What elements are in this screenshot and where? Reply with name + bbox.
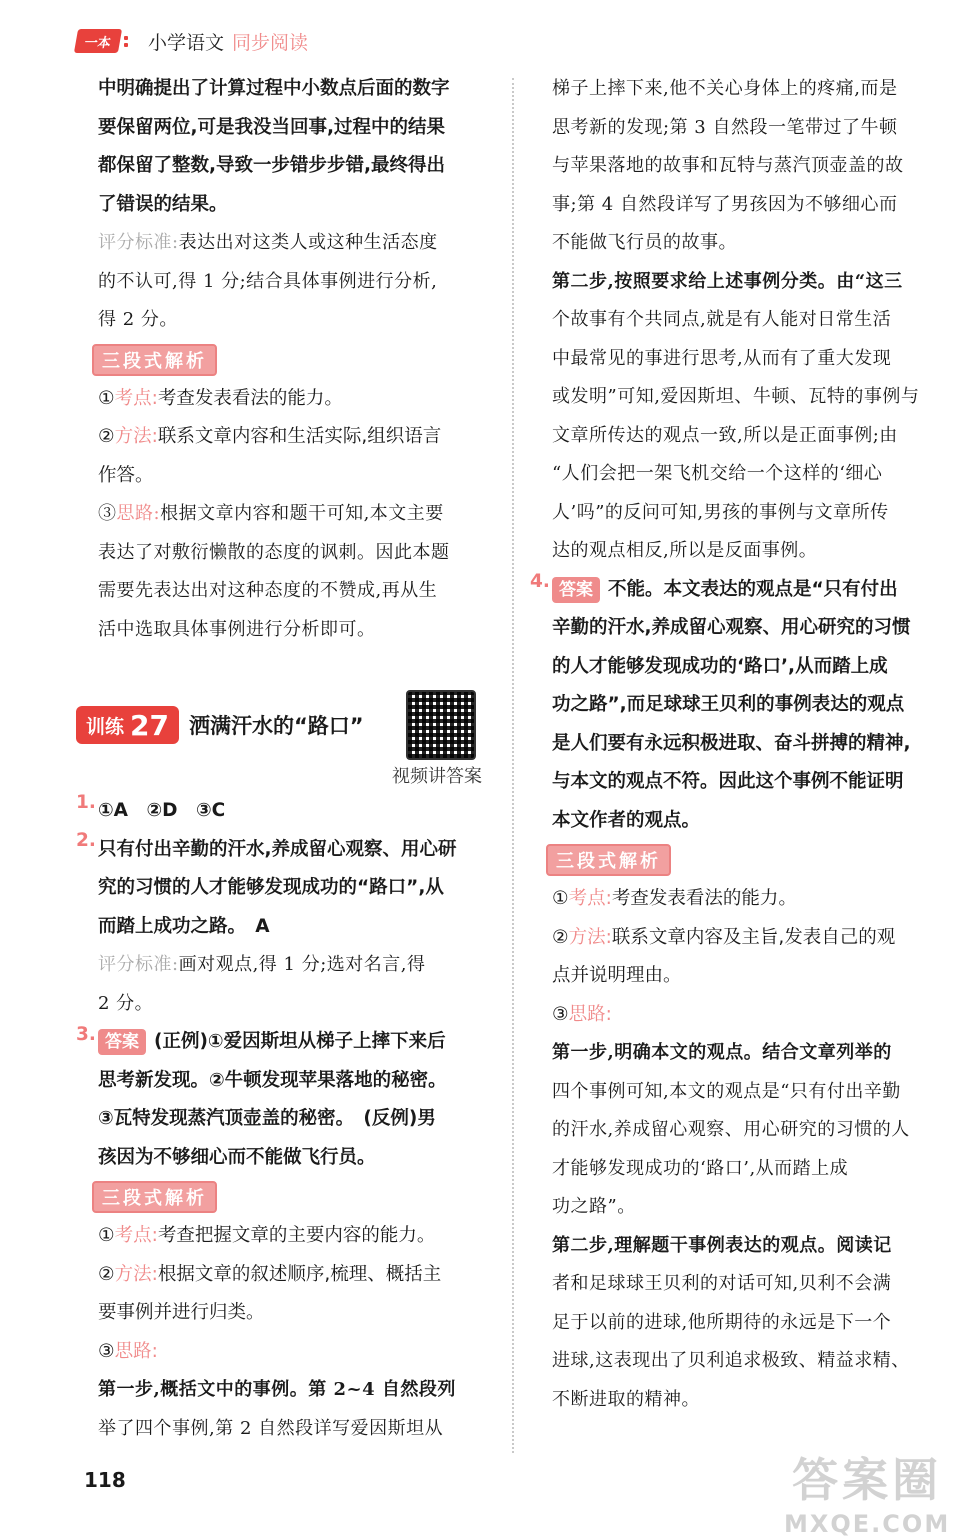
q4-line: 功之路”,而足球球王贝利的事例表达的观点 bbox=[552, 694, 905, 715]
header-title: 小学语文 bbox=[148, 31, 225, 54]
circle-num: ① bbox=[552, 888, 569, 909]
q4-line bbox=[552, 571, 948, 610]
step-line: 四个事例可知,本文的观点是“只有付出辛勤 bbox=[552, 1080, 901, 1102]
q4-line: 的人才能够发现成功的‘路口’,从而踏上成 bbox=[552, 655, 888, 677]
q3-line bbox=[98, 1023, 494, 1062]
q3-first: (正例)①爱因斯坦从梯子上摔下来后 bbox=[154, 1031, 446, 1052]
training-badge bbox=[76, 706, 179, 744]
circle-num: ② bbox=[98, 1263, 115, 1285]
fangfa-text: 根据文章的叙述顺序,梳理、概括主 bbox=[157, 1263, 442, 1285]
cont-line: 与苹果落地的故事和瓦特与蒸汽顶壶盖的故 bbox=[552, 155, 904, 176]
cont-line: 梯子上摔下来,他不关心身体上的疼痛,而是 bbox=[552, 78, 898, 99]
circle-num: ② bbox=[98, 426, 115, 447]
kaodian-line bbox=[98, 380, 494, 419]
left-questions bbox=[76, 792, 494, 1448]
question-number: 2. bbox=[76, 830, 96, 851]
circle-num: ② bbox=[552, 926, 569, 948]
scoring-line bbox=[98, 224, 494, 263]
training-heading bbox=[76, 706, 364, 744]
training-number: 27 bbox=[130, 708, 169, 742]
silu-label: 思路: bbox=[114, 1340, 158, 1362]
circle-num: ③ bbox=[98, 503, 117, 524]
fangfa-label: 方法: bbox=[114, 1263, 158, 1285]
kaodian-text: 考查发表看法的能力。 bbox=[611, 888, 797, 909]
circle-num: ③ bbox=[552, 1003, 569, 1025]
analysis-heading: 三段式解析 bbox=[546, 844, 671, 876]
silu-line bbox=[98, 1333, 494, 1372]
step-line: 才能够发现成功的‘路口’,从而踏上成 bbox=[552, 1157, 849, 1179]
q4-line: 本文作者的观点。 bbox=[552, 809, 701, 831]
cont-line: “人们会把一架飞机交给一个这样的‘细心 bbox=[552, 463, 883, 484]
site-watermark bbox=[784, 1444, 950, 1538]
silu-label: 思路: bbox=[116, 503, 161, 524]
header-subtitle: 同步阅读 bbox=[232, 31, 309, 54]
column-divider bbox=[512, 78, 514, 1453]
step-line: 的汗水,养成留心观察、用心研究的习惯的人 bbox=[552, 1119, 910, 1140]
scoring-text: 表达出对这类人或这种生活态度 bbox=[178, 232, 438, 253]
step-line: 第一步,明确本文的观点。结合文章列举的 bbox=[552, 1042, 892, 1063]
fangfa-line bbox=[98, 1256, 494, 1295]
fangfa-line: 要事例并进行归类。 bbox=[98, 1302, 265, 1323]
cont-line: 不能做飞行员的故事。 bbox=[552, 232, 737, 253]
fangfa-text: 联系文章内容和生活实际,组织语言 bbox=[157, 426, 442, 447]
cont-line: 达的观点相反,所以是反面事例。 bbox=[552, 540, 818, 561]
scoring-text: 画对观点,得 1 分;选对名言,得 bbox=[178, 954, 426, 975]
fangfa-line: 点并说明理由。 bbox=[552, 965, 682, 986]
q4-first: 不能。本文表达的观点是“只有付出 bbox=[608, 578, 898, 600]
question-number: 1. bbox=[76, 792, 96, 813]
fangfa-line: 作答。 bbox=[98, 464, 154, 486]
intro-line: 都保留了整数,导致一步错步步错,最终得出 bbox=[98, 155, 446, 176]
question-number: 4. bbox=[530, 570, 550, 592]
watermark-line2: MXQE.COM bbox=[784, 1510, 951, 1538]
q3-line: 思考新发现。②牛顿发现苹果落地的秘密。 bbox=[98, 1069, 447, 1091]
answer-badge: 答案 bbox=[98, 1029, 146, 1055]
analysis-heading: 三段式解析 bbox=[92, 344, 217, 376]
scoring-line bbox=[98, 946, 494, 985]
kaodian-text: 考查把握文章的主要内容的能力。 bbox=[157, 1225, 436, 1246]
silu-label: 思路: bbox=[568, 1003, 612, 1025]
brand-logo: 一本 bbox=[74, 29, 122, 53]
intro-line: 中明确提出了计算过程中小数点后面的数字 bbox=[98, 78, 450, 99]
silu-line: 表达了对敷衍懒散的态度的讽刺。因此本题 bbox=[98, 541, 450, 563]
step-line: 进球,这表现出了贝利追求极致、精益求精、 bbox=[552, 1350, 910, 1371]
fangfa-text: 联系文章内容及主旨,发表自己的观 bbox=[611, 926, 896, 948]
kaodian-label: 考点: bbox=[114, 1225, 158, 1246]
q4-line: 与本文的观点不符。因此这个事例不能证明 bbox=[552, 771, 904, 792]
cont-line: 个故事有个共同点,就是有人能对日常生活 bbox=[552, 309, 892, 330]
watermark-line1: 答案圈 bbox=[792, 1453, 943, 1507]
analysis-heading: 三段式解析 bbox=[92, 1181, 217, 1213]
training-title: 洒满汗水的“路口” bbox=[188, 714, 364, 738]
step-line: 第二步,理解题干事例表达的观点。阅读记 bbox=[552, 1234, 892, 1256]
page-number: 118 bbox=[84, 1468, 126, 1492]
cont-line: 文章所传达的观点一致,所以是正面事例;由 bbox=[552, 424, 898, 446]
kaodian-line bbox=[98, 1217, 494, 1256]
right-column bbox=[530, 70, 948, 1419]
step-line: 足于以前的进球,他所期待的永远是下一个 bbox=[552, 1311, 892, 1333]
silu-text: 根据文章内容和题干可知,本文主要 bbox=[160, 503, 444, 524]
q1-answer: ①A ②D ③C bbox=[98, 800, 226, 821]
cont-line: 或发明”可知,爱因斯坦、牛顿、瓦特的事例与 bbox=[552, 386, 920, 407]
intro-line: 要保留两位,可是我没当回事,过程中的结果 bbox=[98, 116, 446, 138]
scoring-line: 2 分。 bbox=[98, 992, 154, 1014]
step-line: 不断进取的精神。 bbox=[552, 1388, 700, 1410]
q4-line: 是人们要有永远积极进取、奋斗拼搏的精神, bbox=[552, 732, 911, 754]
kaodian-line bbox=[552, 880, 948, 919]
silu-line: 活中选取具体事例进行分析即可。 bbox=[98, 618, 376, 640]
q3-line: ③瓦特发现蒸汽顶壶盖的秘密。 (反例)男 bbox=[98, 1108, 436, 1129]
silu-line: 需要先表达出对这种态度的不赞成,再从生 bbox=[98, 580, 438, 601]
scoring-label: 评分标准: bbox=[98, 954, 179, 975]
step-line: 功之路”。 bbox=[552, 1196, 636, 1217]
cont-line: 事;第 4 自然段详写了男孩因为不够细心而 bbox=[552, 193, 898, 215]
fangfa-line bbox=[552, 919, 948, 958]
fangfa-line bbox=[98, 418, 494, 457]
cont-line: 人’吗”的反问可知,男孩的事例与文章所传 bbox=[552, 501, 889, 523]
q4-block bbox=[530, 570, 948, 841]
scoring-line: 的不认可,得 1 分;结合具体事例进行分析, bbox=[98, 270, 438, 292]
step-line: 者和足球球王贝利的对话可知,贝利不会满 bbox=[552, 1273, 892, 1294]
kaodian-text: 考查发表看法的能力。 bbox=[157, 387, 343, 409]
q2-line: 只有付出辛勤的汗水,养成留心观察、用心研 bbox=[98, 838, 457, 860]
fangfa-label: 方法: bbox=[114, 426, 158, 447]
kaodian-label: 考点: bbox=[568, 888, 612, 909]
training-label: 训练 bbox=[86, 715, 125, 738]
left-column bbox=[98, 70, 494, 649]
step-line: 第一步,概括文中的事例。第 2~4 自然段列 bbox=[98, 1379, 456, 1400]
answer-badge: 答案 bbox=[552, 577, 600, 603]
scoring-line: 得 2 分。 bbox=[98, 309, 178, 330]
question-number: 3. bbox=[76, 1024, 96, 1045]
q2-line: 而踏上成功之路。 A bbox=[98, 915, 270, 937]
silu-line bbox=[98, 495, 494, 534]
fangfa-label: 方法: bbox=[568, 926, 612, 948]
page-header bbox=[76, 26, 308, 56]
circle-num: ① bbox=[98, 1225, 115, 1246]
kaodian-label: 考点: bbox=[114, 387, 158, 409]
cont-line: 第二步,按照要求给上述事例分类。由“这三 bbox=[552, 270, 903, 292]
intro-line: 了错误的结果。 bbox=[98, 193, 228, 215]
video-answer-label[interactable]: 视频讲答案 bbox=[392, 766, 482, 787]
qr-code-icon[interactable] bbox=[406, 690, 476, 760]
q4-line: 辛勤的汗水,养成留心观察、用心研究的习惯 bbox=[552, 617, 911, 638]
cont-line: 思考新的发现;第 3 自然段一笔带过了牛顿 bbox=[552, 116, 898, 138]
circle-num: ③ bbox=[98, 1340, 115, 1362]
q2-line: 究的习惯的人才能够发现成功的“路口”,从 bbox=[98, 877, 444, 898]
silu-line bbox=[552, 996, 948, 1035]
circle-num: ① bbox=[98, 387, 115, 409]
step-line: 举了四个事例,第 2 自然段详写爱因斯坦从 bbox=[98, 1417, 444, 1439]
q3-line: 孩因为不够细心而不能做飞行员。 bbox=[98, 1146, 376, 1168]
logo-dots-icon bbox=[124, 36, 128, 47]
cont-line: 中最常见的事进行思考,从而有了重大发现 bbox=[552, 347, 892, 369]
scoring-label: 评分标准: bbox=[98, 232, 179, 253]
